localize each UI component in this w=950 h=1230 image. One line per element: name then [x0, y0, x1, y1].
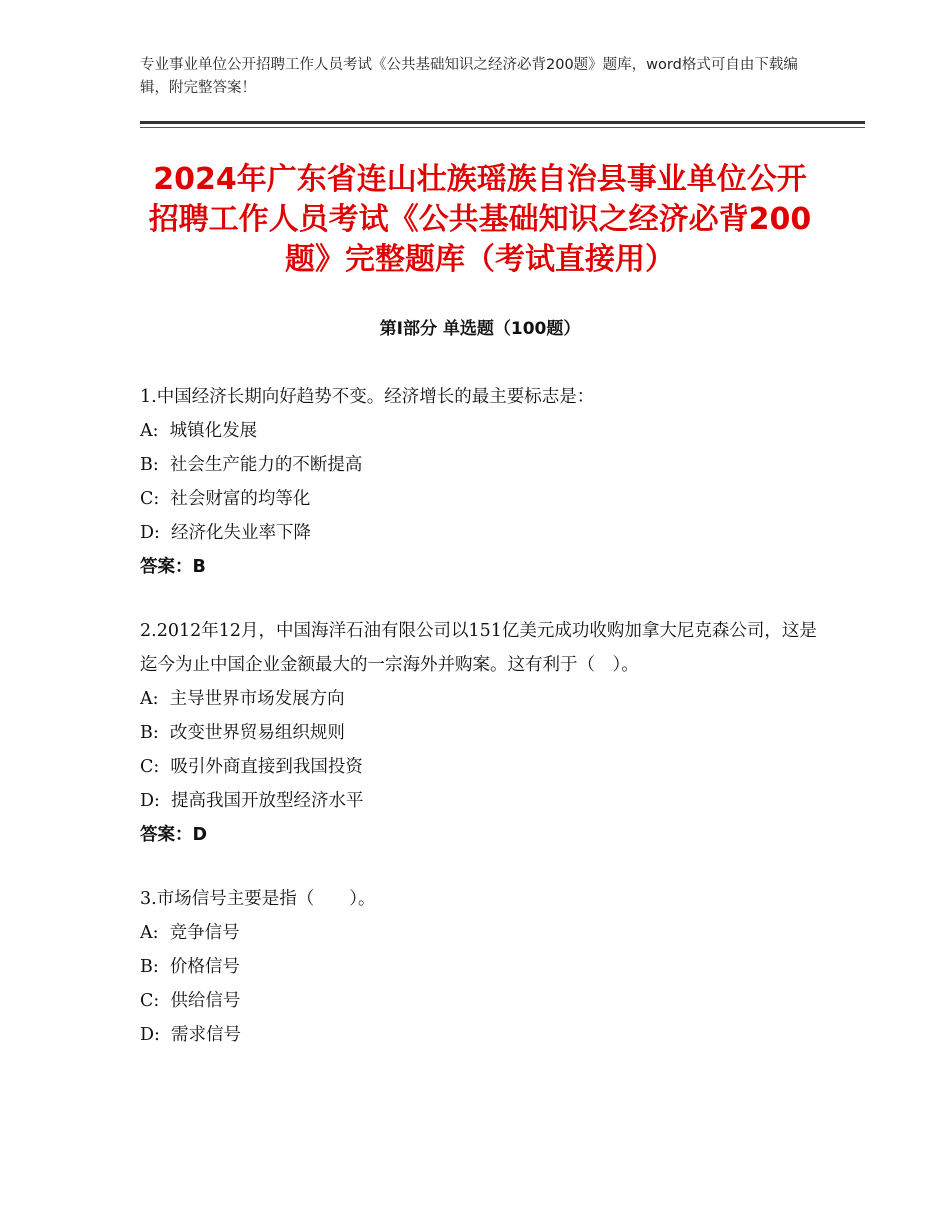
header-rule-thick	[140, 121, 865, 124]
option-c: C: 社会财富的均等化	[140, 489, 311, 509]
option-d: D: 经济化失业率下降	[140, 523, 312, 543]
option-c: C: 供给信号	[140, 991, 241, 1011]
option-a: A: 主导世界市场发展方向	[140, 689, 345, 709]
question-3	[140, 882, 820, 1052]
question-2	[140, 614, 820, 852]
option-b: B: 社会生产能力的不断提高	[140, 455, 363, 475]
option-d: D: 提高我国开放型经济水平	[140, 791, 364, 811]
option-c: C: 吸引外商直接到我国投资	[140, 757, 363, 777]
answer-line: 答案：D	[140, 825, 208, 845]
option-a: A: 竞争信号	[140, 923, 240, 943]
option-d: D: 需求信号	[140, 1025, 242, 1045]
question-stem: 2.2012年12月，中国海洋石油有限公司以151亿美元成功收购加拿大尼克森公司，这是迄今为止中国企业金额最大的一宗海外并购案。这有利于（ ）。	[140, 621, 817, 675]
option-b: B: 价格信号	[140, 957, 240, 977]
option-b: B: 改变世界贸易组织规则	[140, 723, 345, 743]
question-stem: 1.中国经济长期向好趋势不变。经济增长的最主要标志是：	[140, 387, 595, 407]
document-title: 2024年广东省连山壮族瑶族自治县事业单位公开招聘工作人员考试《公共基础知识之经济必背200题》完整题库（考试直接用）	[148, 162, 812, 277]
header-note: 专业事业单位公开招聘工作人员考试《公共基础知识之经济必背200题》题库，word格式可自由下载编辑，附完整答案！	[140, 57, 798, 96]
question-1	[140, 380, 820, 584]
section-heading: 第Ⅰ部分 单选题（100题）	[379, 319, 581, 339]
option-a: A: 城镇化发展	[140, 421, 258, 441]
question-list	[140, 380, 820, 1082]
question-stem: 3.市场信号主要是指（ ）。	[140, 889, 376, 909]
answer-line: 答案：B	[140, 557, 206, 577]
header-rule-thin	[140, 127, 865, 128]
